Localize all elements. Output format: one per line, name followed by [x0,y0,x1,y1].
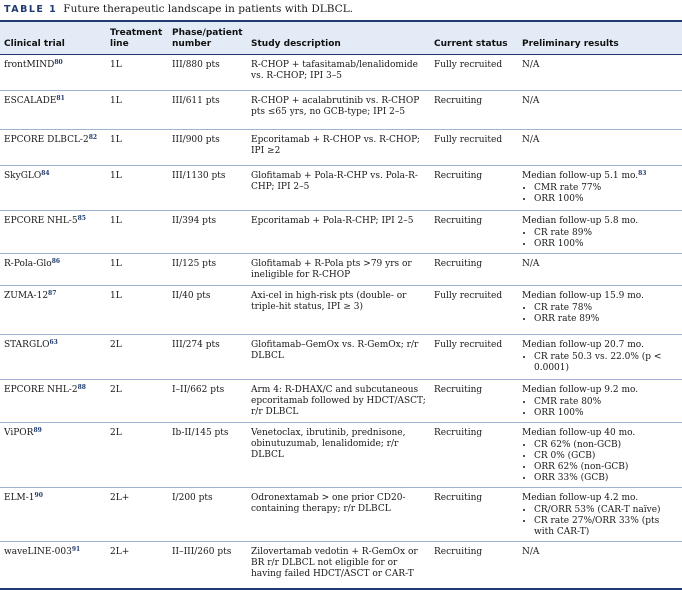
phase-cell: III/1130 pts [168,166,247,211]
results-cell [518,423,682,488]
result-summary: Median follow-up 15.9 mo. [522,291,644,301]
trial-reference: 85 [77,215,86,222]
trial-name-cell [0,55,106,91]
treatment-line-cell: 2L [106,380,168,423]
header-preliminary-results: Preliminary results [518,21,682,55]
trial-name: EPCORE DLBCL-2 [4,135,89,145]
table-row [0,423,682,488]
study-description-cell: Zilovertamab vedotin + R-GemOx or BR r/r DLBCL not eligible for or having failed HDCT/ASCT or CAR-T [247,542,430,590]
trial-name: ESCALADE [4,96,57,106]
result-bullets [522,183,678,205]
phase-cell: II/40 pts [168,286,247,335]
phase-cell: II/394 pts [168,211,247,254]
results-cell [518,286,682,335]
status-cell: Recruiting [430,166,518,211]
status-cell: Recruiting [430,254,518,286]
treatment-line-cell: 1L [106,130,168,166]
trial-name: waveLINE-003 [4,547,72,557]
trial-name-cell [0,488,106,542]
results-cell [518,488,682,542]
treatment-line-cell: 1L [106,55,168,91]
table-row [0,335,682,380]
result-summary: Median follow-up 9.2 mo. [522,385,639,395]
result-summary: Median follow-up 5.1 mo. [522,171,639,181]
trial-name: ViPOR [4,428,34,438]
result-bullet: • ORR rate 89% [534,314,678,325]
status-cell: Recruiting [430,542,518,590]
trial-reference: 80 [54,59,63,66]
result-summary: Median follow-up 20.7 mo. [522,340,644,350]
phase-cell: III/880 pts [168,55,247,91]
trial-name: ELM-1 [4,493,35,503]
trial-name: frontMIND [4,60,55,70]
header-row [0,21,682,55]
trial-reference: 89 [33,427,42,434]
phase-cell: III/900 pts [168,130,247,166]
result-summary: Median follow-up 40 mo. [522,428,636,438]
result-summary: Median follow-up 4.2 mo. [522,493,639,503]
trial-name-cell [0,211,106,254]
result-bullet: • ORR 100% [534,408,678,419]
result-bullet: • CR/ORR 53% (CAR-T naïve) [534,505,678,516]
result-bullets [522,228,678,250]
treatment-line-cell: 1L [106,286,168,335]
status-cell: Fully recruited [430,55,518,91]
result-bullet: • CR rate 78% [534,303,678,314]
result-bullets [522,397,678,419]
status-cell: Recruiting [430,423,518,488]
trial-reference: 84 [41,170,50,177]
trial-name-cell [0,380,106,423]
table-row [0,542,682,590]
results-cell [518,166,682,211]
result-bullet: • CR rate 27%/ORR 33% (pts with CAR-T) [534,516,678,538]
trial-reference: 63 [49,339,58,346]
header-study-description: Study description [247,21,430,55]
header-clinical-trial: Clinical trial [0,21,106,55]
results-cell [518,335,682,380]
result-bullet: • CMR rate 77% [534,183,678,194]
result-bullets [522,303,678,325]
trial-reference: 87 [48,290,57,297]
phase-cell: Ib-II/145 pts [168,423,247,488]
treatment-line-cell: 2L+ [106,488,168,542]
phase-cell: II/125 pts [168,254,247,286]
result-bullet: • CR 62% (non-GCB) [534,440,678,451]
table-row [0,488,682,542]
phase-cell: II–III/260 pts [168,542,247,590]
table-row [0,254,682,286]
study-description-cell: Epcoritamab + Pola-R-CHP; IPI 2–5 [247,211,430,254]
status-cell: Recruiting [430,380,518,423]
result-bullet: • ORR 33% (GCB) [534,473,678,484]
trials-table [0,20,682,590]
study-description-cell: Odronextamab > one prior CD20-containing therapy; r/r DLBCL [247,488,430,542]
table-row [0,286,682,335]
status-cell: Fully recruited [430,335,518,380]
results-cell [518,254,682,286]
treatment-line-cell: 1L [106,254,168,286]
study-description-cell: Arm 4: R-DHAX/C and subcutaneous epcoritamab followed by HDCT/ASCT; r/r DLBCL [247,380,430,423]
trial-name: SkyGLO [4,171,42,181]
study-description-cell: Axi-cel in high-risk pts (double- or triple-hit status, IPI ≥ 3) [247,286,430,335]
phase-cell: I/200 pts [168,488,247,542]
result-summary: N/A [522,135,540,145]
result-summary: N/A [522,60,540,70]
result-bullet: • ORR 100% [534,194,678,205]
result-bullet: • ORR 62% (non-GCB) [534,462,678,473]
results-cell [518,91,682,130]
treatment-line-cell: 1L [106,211,168,254]
phase-cell: III/274 pts [168,335,247,380]
trial-name-cell [0,130,106,166]
result-bullets [522,505,678,538]
status-cell: Recruiting [430,211,518,254]
table-row [0,166,682,211]
phase-cell: III/611 pts [168,91,247,130]
result-bullet: • CMR rate 80% [534,397,678,408]
result-summary: N/A [522,547,540,557]
status-cell: Recruiting [430,91,518,130]
treatment-line-cell: 1L [106,166,168,211]
table-title: Future therapeutic landscape in patients with DLBCL. [63,3,354,15]
table-row [0,91,682,130]
results-cell [518,380,682,423]
result-bullet: • ORR 100% [534,239,678,250]
trial-name: EPCORE NHL-2 [4,385,78,395]
result-bullets [522,352,678,374]
result-summary: Median follow-up 5.8 mo. [522,216,639,226]
result-bullets [522,440,678,484]
trial-reference: 82 [88,134,98,141]
table-body [0,55,682,590]
status-cell: Fully recruited [430,286,518,335]
trial-reference: 91 [71,546,81,553]
treatment-line-cell: 1L [106,91,168,130]
table-row [0,55,682,91]
treatment-line-cell: 2L [106,423,168,488]
trial-reference: 90 [34,492,43,499]
trial-name: STARGLO [4,340,50,350]
result-bullet: • CR 0% (GCB) [534,451,678,462]
header-phase: Phase/patient number [168,21,247,55]
trial-name: EPCORE NHL-5 [4,216,78,226]
status-cell: Fully recruited [430,130,518,166]
table-row [0,130,682,166]
study-description-cell: Venetoclax, ibrutinib, prednisone, obinutuzumab, lenalidomide; r/r DLBCL [247,423,430,488]
table-row [0,211,682,254]
results-cell [518,55,682,91]
study-description-cell: Epcoritamab + R-CHOP vs. R-CHOP; IPI ≥2 [247,130,430,166]
status-cell: Recruiting [430,488,518,542]
phase-cell: I–II/662 pts [168,380,247,423]
treatment-line-cell: 2L [106,335,168,380]
trial-name-cell [0,166,106,211]
trial-reference: 86 [51,258,61,265]
result-summary: N/A [522,96,540,106]
study-description-cell: R-CHOP + acalabrutinib vs. R-CHOP pts ≤65 yrs, no GCB-type; IPI 2–5 [247,91,430,130]
results-cell [518,211,682,254]
table-label: TABLE 1 [4,4,58,15]
trial-name-cell [0,335,106,380]
trial-name-cell [0,254,106,286]
study-description-cell: Glofitamab + R-Pola pts >79 yrs or ineligible for R-CHOP [247,254,430,286]
table-row [0,380,682,423]
study-description-cell: Glofitamab–GemOx vs. R-GemOx; r/r DLBCL [247,335,430,380]
treatment-line-cell: 2L+ [106,542,168,590]
study-description-cell: Glofitamab + Pola-R-CHP vs. Pola-R-CHP; IPI 2–5 [247,166,430,211]
result-bullet: • CR rate 50.3 vs. 22.0% (p < 0.0001) [534,352,678,374]
trial-reference: 81 [56,95,65,102]
trial-name: ZUMA-12 [4,291,49,301]
trial-name-cell [0,542,106,590]
result-bullet: • CR rate 89% [534,228,678,239]
header-treatment-line: Treatment line [106,21,168,55]
trial-name-cell [0,91,106,130]
result-reference: 83 [638,170,647,177]
table-caption [4,3,353,15]
results-cell [518,130,682,166]
header-current-status: Current status [430,21,518,55]
trial-name: R-Pola-Glo [4,259,52,269]
trial-reference: 88 [77,384,86,391]
result-summary: N/A [522,259,540,269]
trial-name-cell [0,423,106,488]
results-cell [518,542,682,590]
study-description-cell: R-CHOP + tafasitamab/lenalidomide vs. R-CHOP; IPI 3–5 [247,55,430,91]
trial-name-cell [0,286,106,335]
